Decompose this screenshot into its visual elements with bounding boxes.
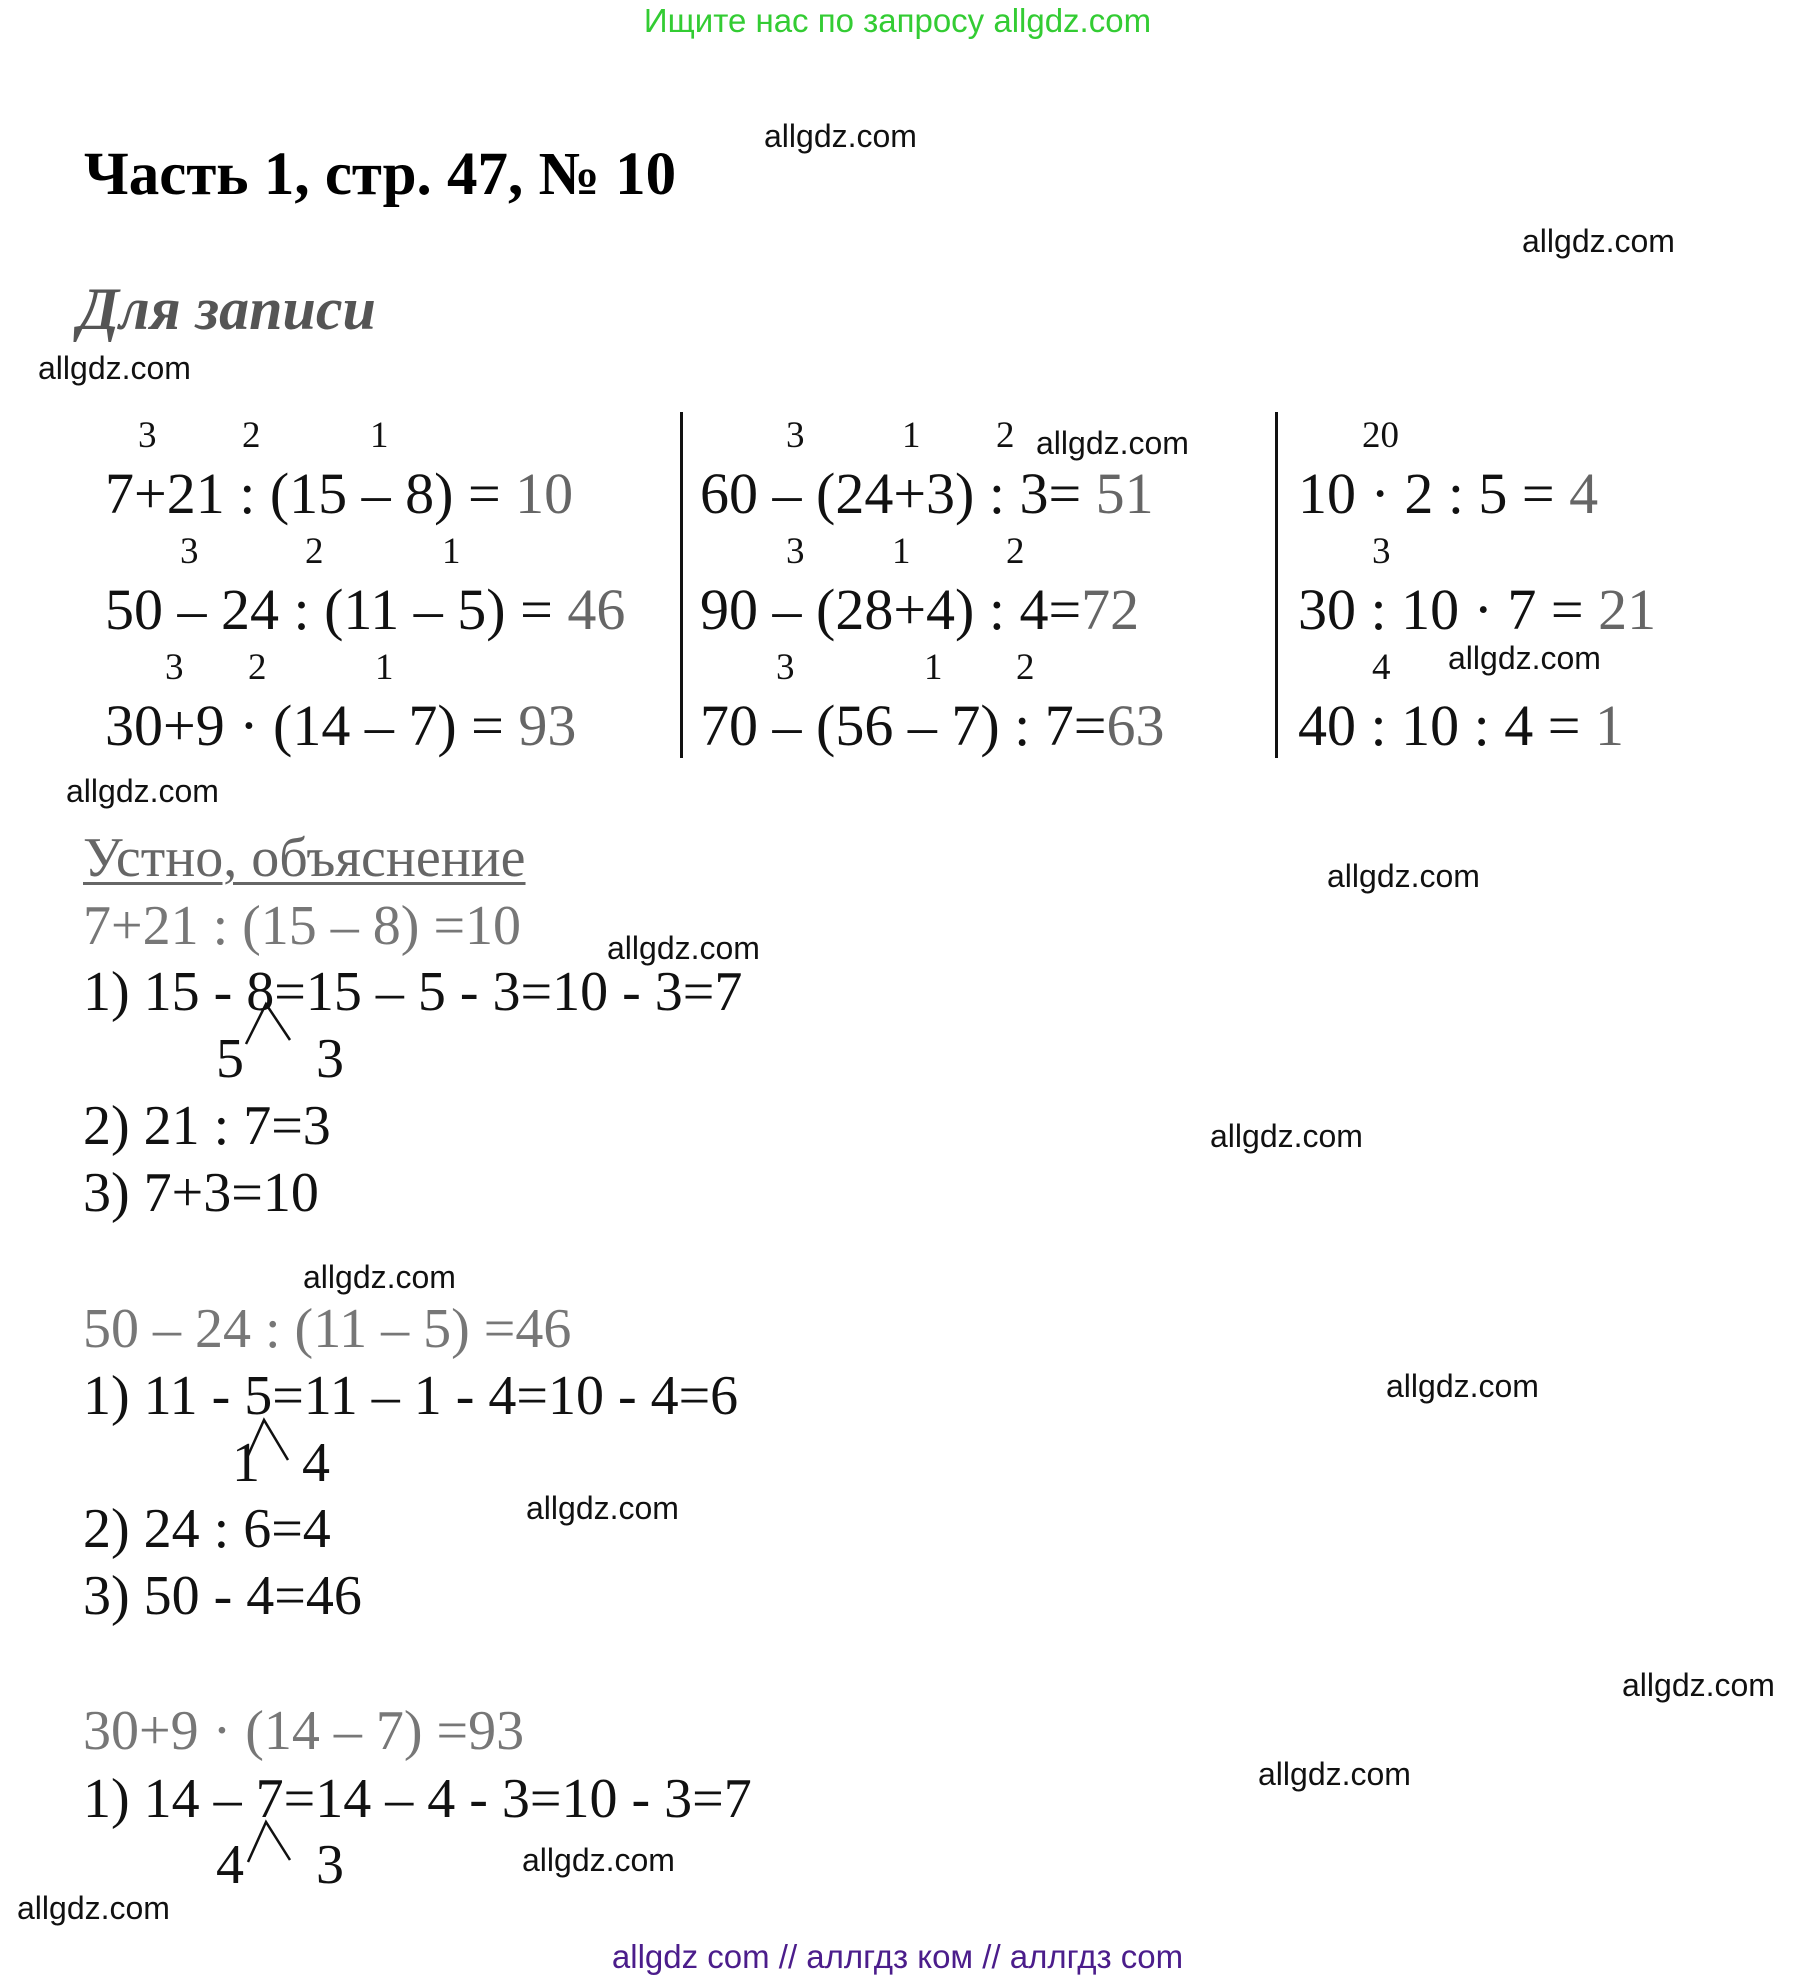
watermark: allgdz.com: [1448, 640, 1601, 676]
order-number: 1: [442, 531, 461, 572]
order-number: 2: [1006, 531, 1025, 572]
order-number: 1: [375, 647, 394, 688]
watermark: allgdz.com: [1327, 858, 1480, 894]
record-equation: 10 · 2 : 5 = 4: [1298, 461, 1599, 526]
order-number: 3: [786, 415, 805, 456]
order-number: 3: [165, 647, 184, 688]
oral-step: 3) 7+3=10: [83, 1162, 319, 1224]
oral-step: 2) 21 : 7=3: [83, 1095, 331, 1157]
order-number: 1: [892, 531, 911, 572]
record-equation: 40 : 10 : 4 = 1: [1298, 693, 1624, 758]
order-number: 3: [180, 531, 199, 572]
watermark: allgdz.com: [1522, 223, 1675, 259]
watermark: allgdz.com: [303, 1259, 456, 1295]
order-number: 2: [996, 415, 1015, 456]
watermark: allgdz.com: [522, 1842, 675, 1878]
order-number: 1: [370, 415, 389, 456]
oral-step: 1) 14 – 7=14 – 4 - 3=10 - 3=7: [83, 1768, 752, 1830]
section-heading-record: Для записи: [78, 276, 376, 342]
record-equation: 90 – (28+4) : 4=72: [700, 577, 1140, 642]
record-equation: 30 : 10 · 7 = 21: [1298, 577, 1657, 642]
order-number: 2: [242, 415, 261, 456]
split-branch-icon: [246, 1820, 296, 1864]
column-divider: [1275, 412, 1278, 758]
order-number: 3: [786, 531, 805, 572]
oral-step: 1) 11 - 5=11 – 1 - 4=10 - 4=6: [83, 1365, 739, 1427]
order-number: 2: [248, 647, 267, 688]
column-divider: [680, 412, 683, 758]
split-part: 5: [216, 1028, 244, 1090]
order-number: 20: [1362, 415, 1399, 456]
order-number: 3: [138, 415, 157, 456]
split-part: 4: [302, 1432, 330, 1494]
split-part: 3: [316, 1028, 344, 1090]
oral-step: 3) 50 - 4=46: [83, 1565, 362, 1627]
oral-equation: 7+21 : (15 – 8) =10: [83, 895, 522, 957]
record-equation: 7+21 : (15 – 8) = 10: [105, 461, 574, 526]
page-title: Часть 1, стр. 47, № 10: [84, 141, 677, 208]
watermark: allgdz.com: [1210, 1118, 1363, 1154]
order-number: 3: [776, 647, 795, 688]
watermark: allgdz.com: [607, 930, 760, 966]
watermark: allgdz.com: [526, 1490, 679, 1526]
record-equation: 30+9 · (14 – 7) = 93: [105, 693, 577, 758]
watermark: allgdz.com: [764, 118, 917, 154]
watermark: allgdz.com: [1386, 1368, 1539, 1404]
oral-step: 2) 24 : 6=4: [83, 1498, 331, 1560]
order-number: 3: [1372, 531, 1391, 572]
watermark: allgdz.com: [38, 350, 191, 386]
watermark: allgdz.com: [66, 773, 219, 809]
watermark: allgdz.com: [1036, 425, 1189, 461]
oral-equation: 30+9 · (14 – 7) =93: [83, 1700, 525, 1762]
footer-links[interactable]: allgdz com // аллгдз ком // аллгдз com: [611, 1938, 1184, 1975]
order-number: 4: [1372, 647, 1391, 688]
split-part: 4: [216, 1834, 244, 1896]
order-number: 2: [1016, 647, 1035, 688]
order-number: 1: [902, 415, 921, 456]
order-number: 1: [924, 647, 943, 688]
order-number: 2: [305, 531, 324, 572]
split-part: 1: [232, 1432, 260, 1494]
split-branch-icon: [244, 1002, 294, 1046]
watermark: allgdz.com: [1622, 1667, 1775, 1703]
oral-equation: 50 – 24 : (11 – 5) =46: [83, 1298, 572, 1360]
watermark: allgdz.com: [1258, 1756, 1411, 1792]
top-banner[interactable]: Ищите нас по запросу allgdz.com: [643, 2, 1152, 39]
record-equation: 50 – 24 : (11 – 5) = 46: [105, 577, 626, 642]
record-equation: 70 – (56 – 7) : 7=63: [700, 693, 1165, 758]
record-equation: 60 – (24+3) : 3= 51: [700, 461, 1154, 526]
oral-step: 1) 15 - 8=15 – 5 - 3=10 - 3=7: [83, 961, 743, 1023]
section-heading-oral: Устно, объяснение: [83, 827, 526, 889]
watermark: allgdz.com: [17, 1890, 170, 1926]
split-part: 3: [316, 1834, 344, 1896]
